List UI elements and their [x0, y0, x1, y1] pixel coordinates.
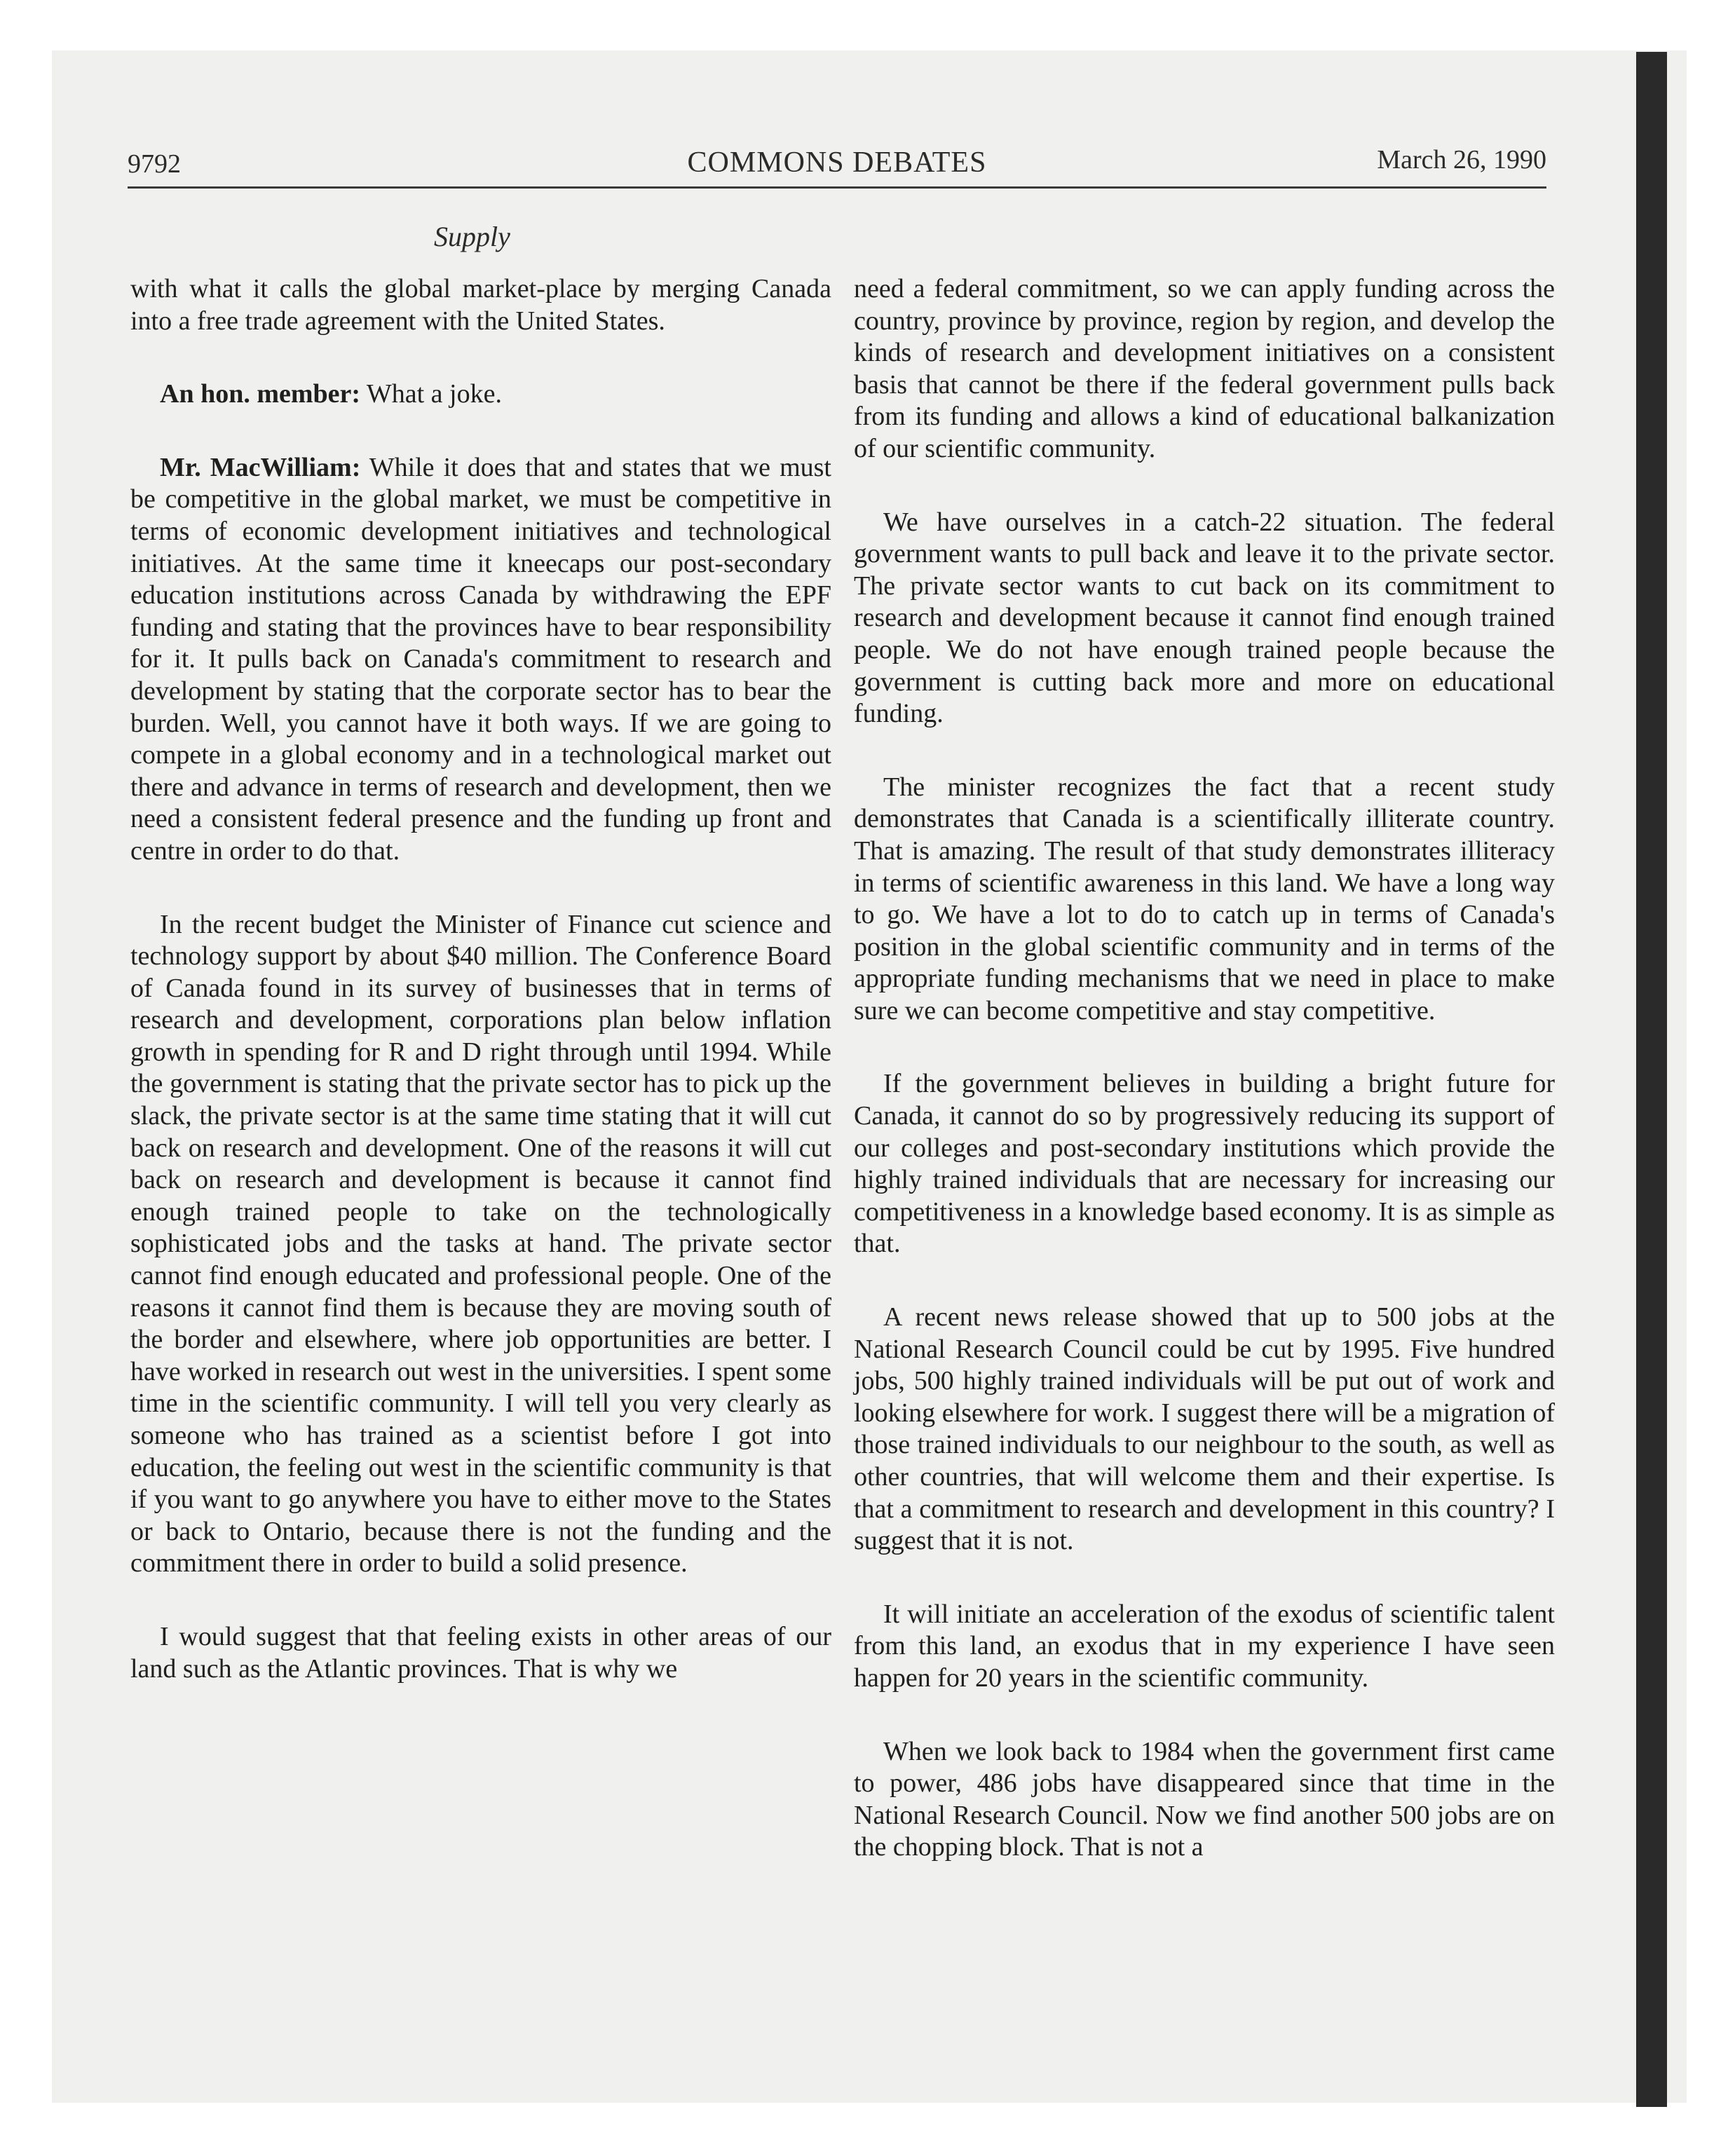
running-header: [128, 143, 1546, 185]
scan-edge-shadow: [1636, 52, 1667, 2107]
paragraph-text: I would suggest that that feeling exists in other areas of our land such as the Atlantic provinces. That is why we: [130, 1621, 831, 1684]
paragraph-text: What a joke.: [360, 379, 502, 409]
paragraph-text: In the recent budget the Minister of Finance cut science and technology support by about $40 million. The Conference Board of Canada found in its survey of businesses that in terms of research and development, corporations plan below inflation growth in spending for R and D right through until 1994. While the government is stating that the private sector has to pick up the slack, the private sector is at the same time stating that it will cut back on research and development. One of the reasons it will cut back on research and development is because it cannot find enough trained people to take on the technologically sophisticated jobs and the tasks at hand. The private sector cannot find enough educated and professional people. One of the reasons it cannot find them is because they are moving south of the border and elsewhere, where job opportunities are better. I have worked in research out west in the universities. I spent some time in the scientific community. I will tell you very clearly as someone who has trained as a scientist before I got into education, the feeling out west in the scientific community is that if you want to go anywhere you have to either move to the States or back to Ontario, because there is not the funding and the commitment there in order to build a solid presence.: [130, 909, 831, 1578]
speaker-name: An hon. member:: [160, 379, 361, 409]
paragraph: [130, 378, 831, 411]
section-heading: Supply: [434, 221, 510, 252]
paragraph-text: If the government believes in building a bright future for Canada, it cannot do so by progressively reducing its support of our colleges and post-secondary institutions which provide the highly trained individuals that are necessary for increasing our competitiveness in a knowledge based economy. It is as simple as that.: [854, 1069, 1555, 1259]
paragraph-text: need a federal commitment, so we can apply funding across the country, province by province, region by region, and develop the kinds of research and development initiatives on a consistent basis that cannot be there if the federal government pulls back from its funding and allows a kind of educational balkanization of our scientific community.: [854, 274, 1555, 463]
right-column: [854, 273, 1555, 1905]
paragraph-text: We have ourselves in a catch-22 situation. The federal government wants to pull back and leave it to the private sector. The private sector wants to cut back on its commitment to research and development because it cannot find enough trained people. We do not have enough trained people because the government is cutting back more and more on educational funding.: [854, 507, 1555, 729]
paragraph: [854, 1736, 1555, 1864]
paragraph: [854, 772, 1555, 1028]
paragraph: [130, 273, 831, 337]
header-rule: [128, 186, 1546, 189]
paragraph: [854, 1302, 1555, 1557]
paragraph: [854, 273, 1555, 465]
paragraph: [130, 452, 831, 868]
left-column: [130, 273, 831, 1726]
paragraph-text: It will initiate an acceleration of the exodus of scientific talent from this land, an exodus that in my experience I have seen happen for 20 years in the scientific community.: [854, 1599, 1555, 1693]
speaker-name: Mr. MacWilliam:: [160, 452, 361, 482]
paragraph-text: When we look back to 1984 when the government first came to power, 486 jobs have disappeared since that time in the National Research Council. Now we find another 500 jobs are on the chopping block. That is not a: [854, 1736, 1555, 1862]
publication-title: COMMONS DEBATES: [687, 146, 987, 179]
paragraph: [130, 1621, 831, 1685]
paragraph: [854, 1068, 1555, 1260]
paragraph-text: with what it calls the global market-place by merging Canada into a free trade agreement with the United States.: [130, 274, 831, 336]
paragraph-text: While it does that and states that we must be competitive in the global market, we must be competitive in terms of economic development initiatives and technological initiatives. At the same time it kneecaps our post-secondary education institutions across Canada by withdrawing the EPF funding and stating that the provinces have to bear responsibility for it. It pulls back on Canada's commitment to research and development by stating that the corporate sector has to bear the burden. Well, you cannot have it both ways. If we are going to compete in a global economy and in a technological market out there and advance in terms of research and development, then we need a consistent federal presence and the funding up front and centre in order to do that.: [130, 452, 831, 866]
paragraph: [130, 909, 831, 1580]
paragraph-text: A recent news release showed that up to 500 jobs at the National Research Council could be cut by 1995. Five hundred jobs, 500 highly trained individuals will be put out of work and looking elsewhere for work. I suggest there will be a migration of those trained individuals to our neighbour to the south, as well as other countries, that will welcome them and their expertise. Is that a commitment to research and development in this country? I suggest that it is not.: [854, 1302, 1555, 1556]
paragraph: [854, 1599, 1555, 1695]
sitting-date: March 26, 1990: [1377, 145, 1546, 175]
paragraph-text: The minister recognizes the fact that a recent study demonstrates that Canada is a scientifically illiterate country. That is amazing. The result of that study demonstrates illiteracy in terms of scientific awareness in this land. We have a long way to go. We have a lot to do to catch up in terms of Canada's position in the global scientific community and in terms of the appropriate funding mechanisms that we need in place to make sure we can become competitive and stay competitive.: [854, 772, 1555, 1025]
page-number: 9792: [128, 149, 181, 179]
paragraph: [854, 507, 1555, 730]
